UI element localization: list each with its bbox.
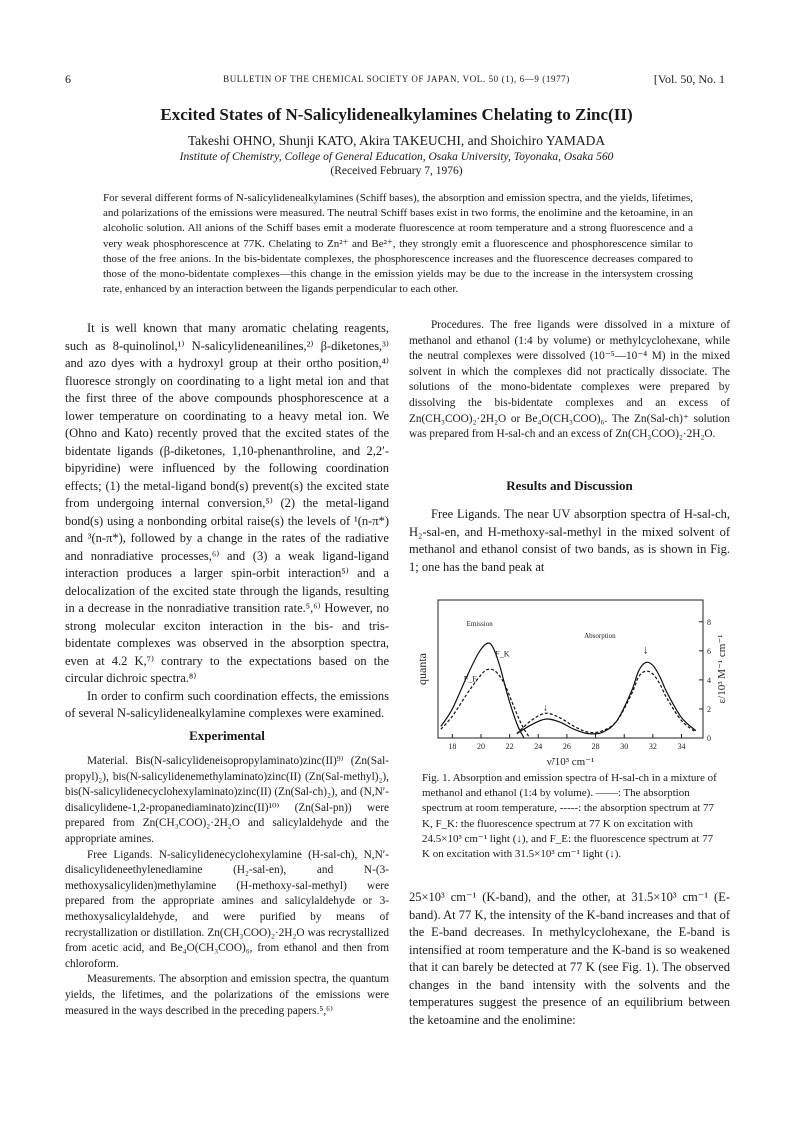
y-axis-label-left: quanta (415, 653, 429, 685)
x-tick-label: 28 (591, 742, 600, 751)
paper-title: Excited States of N-Salicylidenealkylamines Chelating to Zinc(II) (160, 105, 633, 124)
annotation-emission: Emission (466, 620, 493, 628)
volume-header: [Vol. 50, No. 1 (653, 72, 725, 86)
results-heading: Results and Discussion (506, 478, 633, 493)
material-paragraph: Material. Bis(N-salicylideneisopropylaminato)zinc(II)⁹⁾ (Zn(Sal-propyl)₂), bis(N-salicylidenemethylaminato)zinc(II) (Zn(Sal-methyl)₂), bis(N-salicylidenecyclohexylaminato)zinc(II) (Zn(Sal-ch)₂), and (N,N′-disalicylidene-1,2-propanediaminato)zinc(II)¹⁰⁾ (Zn(Sal-pn)) were prepared from Zn(CH₃COO)₂·2H₂O and salicylaldehyde and the appropriate amines. (65, 755, 389, 845)
intro-paragraph-1 (65, 320, 389, 723)
intro-text-2: In order to confirm such coordination effects, the emissions of several N-salicylidenealkylamine complexes were examined. (65, 688, 389, 720)
y-tick-label: 8 (707, 617, 711, 627)
excitation-arrow-e: ↓ (642, 642, 649, 657)
procedures-paragraph: Procedures. The free ligands were dissolved in a mixture of methanol and ethanol (1:4 by volume) or methylcyclohexane, while the neutral complexes were dissolved (10⁻⁵—10⁻⁴ M) in the mixed solvent in which the complexes did not practically dissociate. The solutions of the mono-bidentate complexes were prepared by dissolving the bis-bidentate complexes and an excess of Zn(CH₃COO)₂·2H₂O or Be₄O(CH₃COO)₆. The Zn(Sal-ch)⁺ solution was prepared from H-sal-ch and an excess of Zn(CH₃COO)₂·2H₂O. (409, 319, 730, 441)
free-ligands-paragraph: Free Ligands. N-salicylidenecyclohexylamine (H-sal-ch), N,N′-disalicylideneethylenediamine (H₂-sal-en), and N-(3-methoxysalicyliden)methylamine (H-methoxy-sal-methyl) were prepared from the appropriate amines and salicylaldehyde or 3-methoxysalicylaldehyde, and were purified by means of recrystallization or distillation. Zn(CH₃COO)₂·2H₂O was recrystallized from acetic acid, and Be₄O(CH₃COO)₆, from ethanol and then from chloroform. (65, 848, 389, 970)
experimental-section (65, 728, 389, 1019)
x-tick-label: 24 (534, 742, 543, 751)
continuation-paragraph: 25×10³ cm⁻¹ (K-band), and the other, at 31.5×10³ cm⁻¹ (E-band). At 77 K, the intensity of the K-band increases and that of the E-band decreases. In methylcyclohexane, the E-band is intensified at room temperature and the K-band is so weakened that it can barely be detected at 77 K (see Fig. 1). The observed changes in the band intensity with the solvents and the temperatures suggest the presence of an equilibrium between the ketoamine and the enolimine: (409, 890, 730, 1027)
annotation-absorption: Absorption (584, 632, 616, 640)
spectra-chart (408, 592, 728, 767)
series-line-f_e (441, 669, 530, 738)
annotation-fe: F_E (463, 674, 478, 684)
received-date: (Received February 7, 1976) (330, 165, 463, 177)
y-axis-label-right: ε/10³ M⁻¹ cm⁻¹ (716, 634, 728, 704)
x-tick-label: 18 (448, 742, 457, 751)
x-tick-label: 32 (648, 742, 657, 751)
page-number: 6 (65, 72, 71, 86)
authors: Takeshi OHNO, Shunji KATO, Akira TAKEUCHI, and Shoichiro YAMADA (187, 133, 606, 148)
x-tick-label: 22 (505, 742, 514, 751)
y-tick-label: 6 (707, 646, 711, 656)
x-tick-label: 34 (677, 742, 686, 751)
procedures-section (409, 318, 730, 443)
y-tick-label: 4 (707, 675, 711, 685)
figure-1 (408, 592, 728, 772)
figure-caption-label: Fig. 1. (422, 772, 451, 784)
affiliation: Institute of Chemistry, College of General Education, Osaka University, Toyonaka, Osaka 560 (179, 151, 614, 163)
x-axis-label: ν̃/10³ cm⁻¹ (546, 756, 595, 767)
x-tick-label: 30 (620, 742, 629, 751)
annotation-fk: F_K (495, 649, 510, 659)
y-tick-label: 2 (707, 704, 711, 714)
intro-text-1: It is well known that many aromatic chelating reagents, such as 8-quinolinol,¹⁾ N-salicylideneanilines,²⁾ β-diketones,³⁾ and azo dyes with a hydroxyl group at their ortho position,⁴⁾ fluoresce strongly on coordinating to a light metal ion and that the first three of the above compounds phosphorescence at a lower temperature on coordinating to a heavy metal ion. We (Ohno and Kato) recently proved that the excited states of the bidentate ligands (β-diketones, 1,10-phenanthroline, and 2,2′-bipyridine) were influenced by the following coordination effects; (1) the metal-ligand bond(s) prevent(s) the excited state from undergoing internal conversion,⁵⁾ (2) the metal-ligand bond(s) using a nonbonding orbital raise(s) the levels of ¹(n-π*) and ³(n-π*), followed by a change in the rates of the radiative and nonradiative processes,⁶⁾ and (3) a weak ligand-ligand interaction produces a larger spin-orbit interaction⁵⁾ and a delocalization of the excited state through the ligands, resulting in a decrease in the nonradiative transition rate.⁵,⁶⁾ However, no strong molecular exciton interaction in the bis- and tris-bidentate complexes was observed in the absorption spectra, even at 4.2 K,⁷⁾ contrary to the expectations based on the circular dichroic spectra.⁸⁾ (65, 321, 389, 685)
figure-caption-text: Absorption and emission spectra of H-sal-ch in a mixture of methanol and ethanol (1:4 by volume). ——: The absorption spectrum at room temperature, -----: the absorption spectrum at 77 K, F_K: the fluorescence spectrum at 77 K on excitation with 24.5×10³ cm⁻¹ light (↓), and F_E: the fluorescence spectrum at 77 K on excitation with 31.5×10³ cm⁻¹ light (↓). (422, 772, 717, 861)
experimental-heading: Experimental (189, 728, 265, 743)
measurements-paragraph: Measurements. The absorption and emission spectra, the quantum yields, the lifetimes, and the polarizations of the emissions were measured in the ways described in the preceding papers.⁵,⁶⁾ (65, 973, 389, 1017)
series-line-room-temperature (517, 662, 696, 734)
excitation-arrow-k: ↓ (542, 702, 548, 714)
results-free-ligands-paragraph: Free Ligands. The near UV absorption spectra of H-sal-ch, H₂-sal-en, and H-methoxy-sal-methyl in the mixed solvent of methanol and ethanol consist of two bands, as is shown in Fig. 1; one has the band peak at (409, 507, 730, 574)
x-tick-label: 20 (476, 742, 485, 751)
y-tick-label: 0 (707, 734, 711, 743)
x-tick-label: 26 (562, 742, 571, 751)
journal-header: BULLETIN OF THE CHEMICAL SOCIETY OF JAPAN, VOL. 50 (1), 6—9 (1977) (223, 74, 570, 84)
abstract: For several different forms of N-salicylidenealkylamines (Schiff bases), the absorption and emission spectra, and the yields, lifetimes, and polarizations of the emissions were measured. The neutral Schiff bases exist in two forms, the enolimine and the ketoamine, in an alcoholic solution. All anions of the Schiff bases emit a moderate fluorescence at room temperature and a strong fluorescence and a very weak phosphorescence at 77K. Chelating to Zn²⁺ and Be²⁺, they strongly emit a fluorescence and phosphorescence similar to those of the free anions. In the bis-bidentate complexes, the phosphorescence increases and the fluorescence decreases compared to those of the mono-bidentate complexes—this change in the emission yields may be due to the increase in the intersystem crossing rate, enhanced by an interaction between the ligands perpendicular to each other. (103, 192, 693, 296)
results-section (409, 478, 730, 576)
figure-caption (422, 771, 722, 862)
series-line-f_k (441, 643, 524, 738)
